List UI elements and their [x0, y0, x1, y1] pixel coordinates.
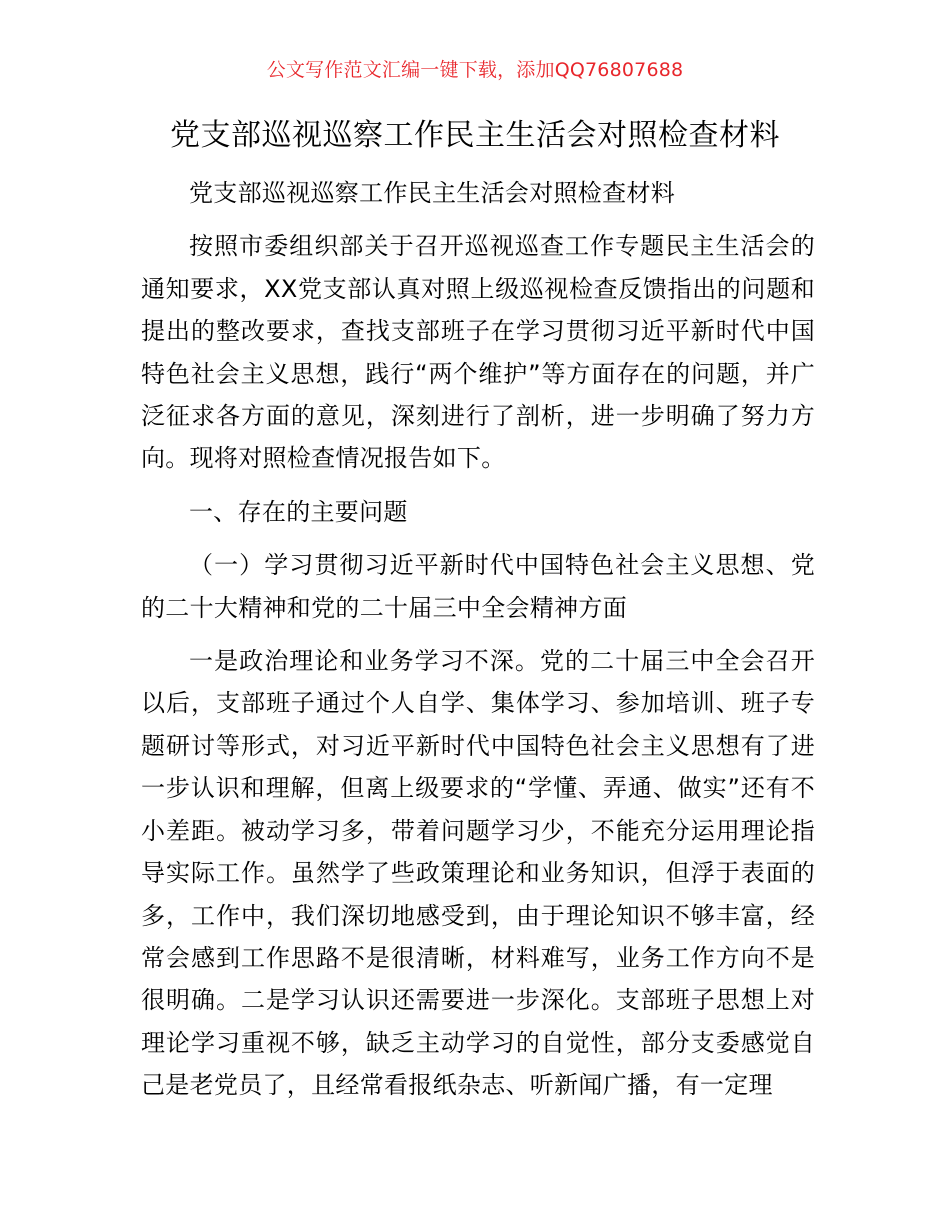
section-heading: 一、存在的主要问题 [189, 497, 408, 526]
body-paragraph: 一是政治理论和业务学习不深。党的二十届三中全会召开以后，支部班子通过个人自学、集体学习、参加培训、班子专题研讨等形式，对习近平新时代中国特色社会主义思想有了进一步认识和理解，但离上级要求的“学懂、弄通、做实”还有不小差距。被动学习多，带着问题学习少，不能充分运用理论指导实际工作。虽然学了些政策理论和业务知识，但浮于表面的多，工作中，我们深切地感受到，由于理论知识不够丰富，经常会感到工作思路不是很清晰，材料难写，业务工作方向不是很明确。二是学习认识还需要进一步深化。支部班子思想上对理论学习重视不够，缺乏主动学习的自觉性，部分支委感觉自己是老党员了，且经常看报纸杂志、听新闻广播，有一定理 [141, 647, 815, 1100]
subsection-heading: （一）学习贯彻习近平新时代中国特色社会主义思想、党的二十大精神和党的二十届三中全会精神方面 [141, 551, 815, 622]
document-subtitle: 党支部巡视巡察工作民主生活会对照检查材料 [189, 179, 675, 207]
document-body [141, 172, 815, 1118]
intro-paragraph: 按照市委组织部关于召开巡视巡查工作专题民主生活会的通知要求，XX党支部认真对照上级巡视检查反馈指出的问题和提出的整改要求，查找支部班子在学习贯彻习近平新时代中国特色社会主义思想，践行“两个维护”等方面存在的问题，并广泛征求各方面的意见，深刻进行了剖析，进一步明确了努力方向。现将对照检查情况报告如下。 [141, 232, 815, 473]
document-title: 党支部巡视巡察工作民主生活会对照检查材料 [170, 118, 780, 153]
download-notice: 公文写作范文汇编一键下载，添加QQ76807688 [266, 59, 684, 81]
